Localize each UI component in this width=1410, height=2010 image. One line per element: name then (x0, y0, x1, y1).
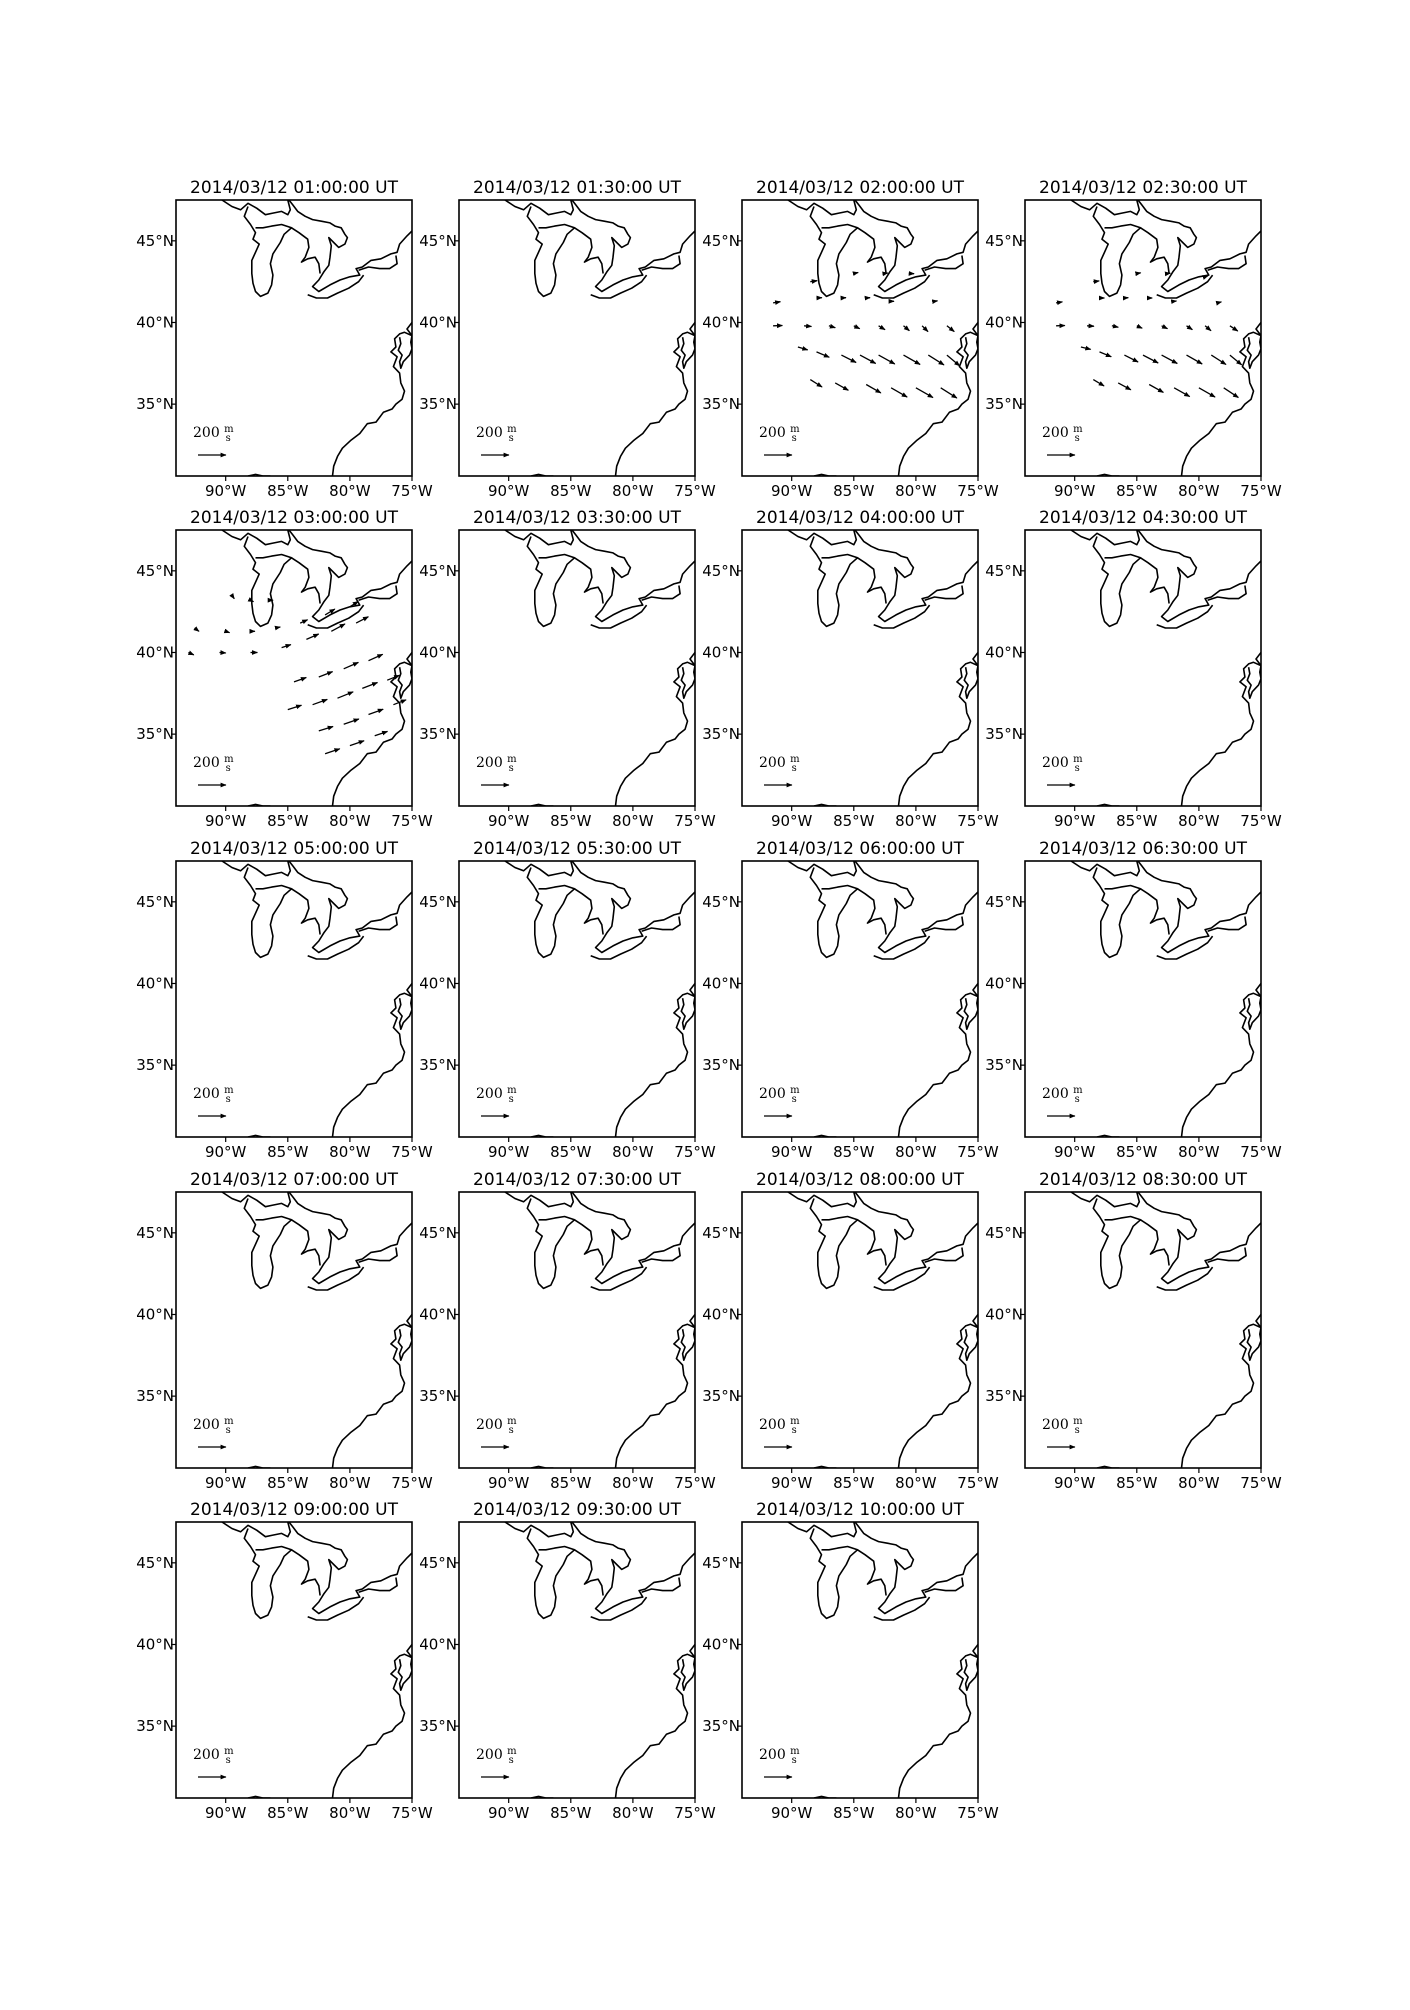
y-tick-label: 45°N (702, 1553, 740, 1572)
x-tick-label: 75°W (391, 1143, 433, 1161)
scale-label: 200 $^m$ s (476, 1746, 517, 1766)
x-tick-label: 75°W (391, 1474, 433, 1492)
x-tick-label: 75°W (1240, 812, 1282, 830)
scale-label: 200 $^m$ s (193, 1416, 234, 1436)
x-tick-label: 75°W (391, 812, 433, 830)
panel-title: 2014/03/12 08:30:00 UT (1039, 1170, 1247, 1190)
x-tick-label: 80°W (1178, 1143, 1220, 1161)
x-tick-label: 80°W (895, 482, 937, 500)
x-tick-label: 75°W (1240, 1143, 1282, 1161)
x-tick-label: 75°W (957, 812, 999, 830)
x-tick-label: 90°W (1053, 1474, 1096, 1492)
x-tick-label: 80°W (895, 1804, 937, 1822)
x-tick-label: 75°W (1240, 1474, 1282, 1492)
y-tick-label: 40°N (702, 313, 740, 332)
y-tick-label: 45°N (419, 892, 457, 911)
x-tick-label: 80°W (329, 1474, 371, 1492)
y-tick-label: 35°N (702, 725, 740, 744)
velocity-vector (1093, 281, 1099, 282)
y-tick-label: 45°N (136, 231, 174, 250)
x-tick-label: 85°W (1116, 1143, 1158, 1161)
y-tick-label: 40°N (136, 1635, 174, 1654)
y-tick-label: 35°N (419, 1717, 457, 1736)
x-tick-label: 90°W (204, 1143, 247, 1161)
panel-title: 2014/03/12 03:00:00 UT (190, 508, 398, 528)
x-tick-label: 85°W (267, 812, 309, 830)
scale-label: 200 $^m$ s (476, 1085, 517, 1105)
x-tick-label: 90°W (1053, 812, 1096, 830)
x-tick-label: 85°W (833, 1143, 875, 1161)
scale-label: 200 $^m$ s (759, 1746, 800, 1766)
y-tick-label: 35°N (136, 1717, 174, 1736)
x-tick-label: 90°W (204, 1474, 247, 1492)
y-tick-label: 35°N (419, 725, 457, 744)
x-tick-label: 90°W (1053, 482, 1096, 500)
y-tick-label: 35°N (136, 1056, 174, 1075)
y-tick-label: 45°N (985, 231, 1023, 250)
y-tick-label: 35°N (136, 725, 174, 744)
x-tick-label: 90°W (770, 1804, 813, 1822)
map-panel (136, 1500, 433, 1822)
panel-title: 2014/03/12 03:30:00 UT (473, 508, 681, 528)
y-tick-label: 40°N (136, 643, 174, 662)
panel-title: 2014/03/12 07:30:00 UT (473, 1170, 681, 1190)
x-tick-label: 90°W (770, 1143, 813, 1161)
x-tick-label: 85°W (550, 1143, 592, 1161)
x-tick-label: 90°W (204, 812, 247, 830)
x-tick-label: 75°W (957, 482, 999, 500)
x-tick-label: 75°W (391, 482, 433, 500)
map-panel (419, 1170, 716, 1492)
x-tick-label: 85°W (267, 1474, 309, 1492)
x-tick-label: 75°W (674, 1474, 716, 1492)
map-panel (136, 178, 433, 500)
y-tick-label: 45°N (419, 1553, 457, 1572)
velocity-vector (885, 273, 888, 274)
y-tick-label: 45°N (136, 561, 174, 580)
x-tick-label: 75°W (674, 1804, 716, 1822)
panel-title: 2014/03/12 02:30:00 UT (1039, 178, 1247, 198)
x-tick-label: 85°W (550, 812, 592, 830)
scale-label: 200 $^m$ s (1042, 1416, 1083, 1436)
scale-label: 200 $^m$ s (193, 754, 234, 774)
y-tick-label: 40°N (702, 1635, 740, 1654)
y-tick-label: 40°N (419, 974, 457, 993)
x-tick-label: 85°W (550, 1474, 592, 1492)
y-tick-label: 35°N (136, 1387, 174, 1406)
panel-title: 2014/03/12 04:30:00 UT (1039, 508, 1247, 528)
map-panel (985, 508, 1282, 830)
y-tick-label: 35°N (419, 395, 457, 414)
y-tick-label: 40°N (985, 1305, 1023, 1324)
x-tick-label: 75°W (391, 1804, 433, 1822)
x-tick-label: 85°W (267, 482, 309, 500)
map-panel (419, 839, 716, 1161)
y-tick-label: 40°N (419, 643, 457, 662)
y-tick-label: 40°N (136, 974, 174, 993)
x-tick-label: 85°W (550, 1804, 592, 1822)
panel-title: 2014/03/12 08:00:00 UT (756, 1170, 964, 1190)
x-tick-label: 80°W (1178, 812, 1220, 830)
y-tick-label: 35°N (985, 725, 1023, 744)
panel-title: 2014/03/12 06:00:00 UT (756, 839, 964, 859)
x-tick-label: 90°W (487, 1474, 530, 1492)
panel-title: 2014/03/12 06:30:00 UT (1039, 839, 1247, 859)
y-tick-label: 45°N (136, 1553, 174, 1572)
y-tick-label: 40°N (136, 313, 174, 332)
map-panel (136, 839, 433, 1161)
y-tick-label: 45°N (702, 1223, 740, 1242)
map-panel (702, 1500, 999, 1822)
y-tick-label: 35°N (419, 1387, 457, 1406)
y-tick-label: 40°N (985, 974, 1023, 993)
panel-title: 2014/03/12 10:00:00 UT (756, 1500, 964, 1520)
x-tick-label: 80°W (612, 812, 654, 830)
x-tick-label: 90°W (487, 1804, 530, 1822)
x-tick-label: 80°W (329, 1143, 371, 1161)
y-tick-label: 40°N (702, 643, 740, 662)
panel-title: 2014/03/12 01:00:00 UT (190, 178, 398, 198)
x-tick-label: 80°W (895, 1474, 937, 1492)
map-panel (136, 508, 433, 830)
y-tick-label: 40°N (702, 1305, 740, 1324)
y-tick-label: 40°N (419, 1305, 457, 1324)
x-tick-label: 80°W (612, 1143, 654, 1161)
velocity-vector (220, 653, 226, 654)
x-tick-label: 90°W (487, 482, 530, 500)
panel-title: 2014/03/12 05:00:00 UT (190, 839, 398, 859)
map-panel (702, 1170, 999, 1492)
panel-grid (136, 178, 1282, 1822)
panel-title: 2014/03/12 02:00:00 UT (756, 178, 964, 198)
y-tick-label: 45°N (985, 561, 1023, 580)
scale-label: 200 $^m$ s (759, 1085, 800, 1105)
scale-label: 200 $^m$ s (1042, 754, 1083, 774)
panel-title: 2014/03/12 09:00:00 UT (190, 1500, 398, 1520)
scale-label: 200 $^m$ s (193, 1085, 234, 1105)
y-tick-label: 40°N (419, 1635, 457, 1654)
scale-label: 200 $^m$ s (193, 1746, 234, 1766)
x-tick-label: 90°W (204, 482, 247, 500)
x-tick-label: 75°W (957, 1474, 999, 1492)
x-tick-label: 90°W (204, 1804, 247, 1822)
y-tick-label: 45°N (419, 231, 457, 250)
scale-label: 200 $^m$ s (476, 424, 517, 444)
x-tick-label: 85°W (267, 1804, 309, 1822)
scale-label: 200 $^m$ s (1042, 424, 1083, 444)
panel-title: 2014/03/12 01:30:00 UT (473, 178, 681, 198)
y-tick-label: 40°N (985, 643, 1023, 662)
panel-title: 2014/03/12 07:00:00 UT (190, 1170, 398, 1190)
map-panel (702, 508, 999, 830)
map-panel (985, 178, 1282, 500)
x-tick-label: 90°W (770, 812, 813, 830)
y-tick-label: 35°N (702, 395, 740, 414)
x-tick-label: 75°W (674, 812, 716, 830)
scale-label: 200 $^m$ s (476, 1416, 517, 1436)
x-tick-label: 85°W (267, 1143, 309, 1161)
y-tick-label: 45°N (419, 561, 457, 580)
x-tick-label: 85°W (1116, 482, 1158, 500)
y-tick-label: 35°N (985, 395, 1023, 414)
x-tick-label: 85°W (833, 1474, 875, 1492)
scale-label: 200 $^m$ s (1042, 1085, 1083, 1105)
y-tick-label: 45°N (985, 892, 1023, 911)
y-tick-label: 45°N (419, 1223, 457, 1242)
map-panel (985, 839, 1282, 1161)
y-tick-label: 45°N (702, 892, 740, 911)
y-tick-label: 45°N (702, 231, 740, 250)
y-tick-label: 45°N (136, 892, 174, 911)
x-tick-label: 80°W (895, 1143, 937, 1161)
x-tick-label: 75°W (674, 482, 716, 500)
map-panel (985, 1170, 1282, 1492)
x-tick-label: 75°W (674, 1143, 716, 1161)
map-panel (419, 508, 716, 830)
y-tick-label: 40°N (985, 313, 1023, 332)
x-tick-label: 80°W (612, 482, 654, 500)
map-panel (136, 1170, 433, 1492)
map-panel (419, 178, 716, 500)
y-tick-label: 35°N (702, 1387, 740, 1406)
scale-label: 200 $^m$ s (759, 754, 800, 774)
map-panel (702, 839, 999, 1161)
x-tick-label: 80°W (612, 1804, 654, 1822)
panel-title: 2014/03/12 05:30:00 UT (473, 839, 681, 859)
y-tick-label: 45°N (136, 1223, 174, 1242)
x-tick-label: 85°W (550, 482, 592, 500)
velocity-vector (1137, 273, 1141, 274)
y-tick-label: 35°N (419, 1056, 457, 1075)
map-panel (419, 1500, 716, 1822)
x-tick-label: 75°W (957, 1143, 999, 1161)
x-tick-label: 90°W (770, 482, 813, 500)
velocity-vector (804, 326, 811, 327)
y-tick-label: 35°N (985, 1056, 1023, 1075)
x-tick-label: 85°W (1116, 1474, 1158, 1492)
velocity-vector (935, 301, 938, 302)
x-tick-label: 90°W (770, 1474, 813, 1492)
scale-label: 200 $^m$ s (759, 1416, 800, 1436)
y-tick-label: 35°N (136, 395, 174, 414)
x-tick-label: 80°W (612, 1474, 654, 1492)
y-tick-label: 45°N (702, 561, 740, 580)
x-tick-label: 90°W (1053, 1143, 1096, 1161)
x-tick-label: 85°W (833, 812, 875, 830)
x-tick-label: 90°W (487, 1143, 530, 1161)
x-tick-label: 85°W (1116, 812, 1158, 830)
x-tick-label: 75°W (1240, 482, 1282, 500)
x-tick-label: 85°W (833, 1804, 875, 1822)
y-tick-label: 35°N (702, 1056, 740, 1075)
x-tick-label: 80°W (895, 812, 937, 830)
y-tick-label: 40°N (702, 974, 740, 993)
x-tick-label: 80°W (1178, 482, 1220, 500)
panel-title: 2014/03/12 04:00:00 UT (756, 508, 964, 528)
x-tick-label: 80°W (1178, 1474, 1220, 1492)
y-tick-label: 40°N (136, 1305, 174, 1324)
scale-label: 200 $^m$ s (476, 754, 517, 774)
x-tick-label: 75°W (957, 1804, 999, 1822)
x-tick-label: 85°W (833, 482, 875, 500)
y-tick-label: 35°N (702, 1717, 740, 1736)
scale-label: 200 $^m$ s (193, 424, 234, 444)
panel-title: 2014/03/12 09:30:00 UT (473, 1500, 681, 1520)
y-tick-label: 40°N (419, 313, 457, 332)
y-tick-label: 35°N (985, 1387, 1023, 1406)
y-tick-label: 45°N (985, 1223, 1023, 1242)
x-tick-label: 80°W (329, 812, 371, 830)
scale-label: 200 $^m$ s (759, 424, 800, 444)
map-panel (702, 178, 999, 500)
x-tick-label: 90°W (487, 812, 530, 830)
x-tick-label: 80°W (329, 1804, 371, 1822)
x-tick-label: 80°W (329, 482, 371, 500)
